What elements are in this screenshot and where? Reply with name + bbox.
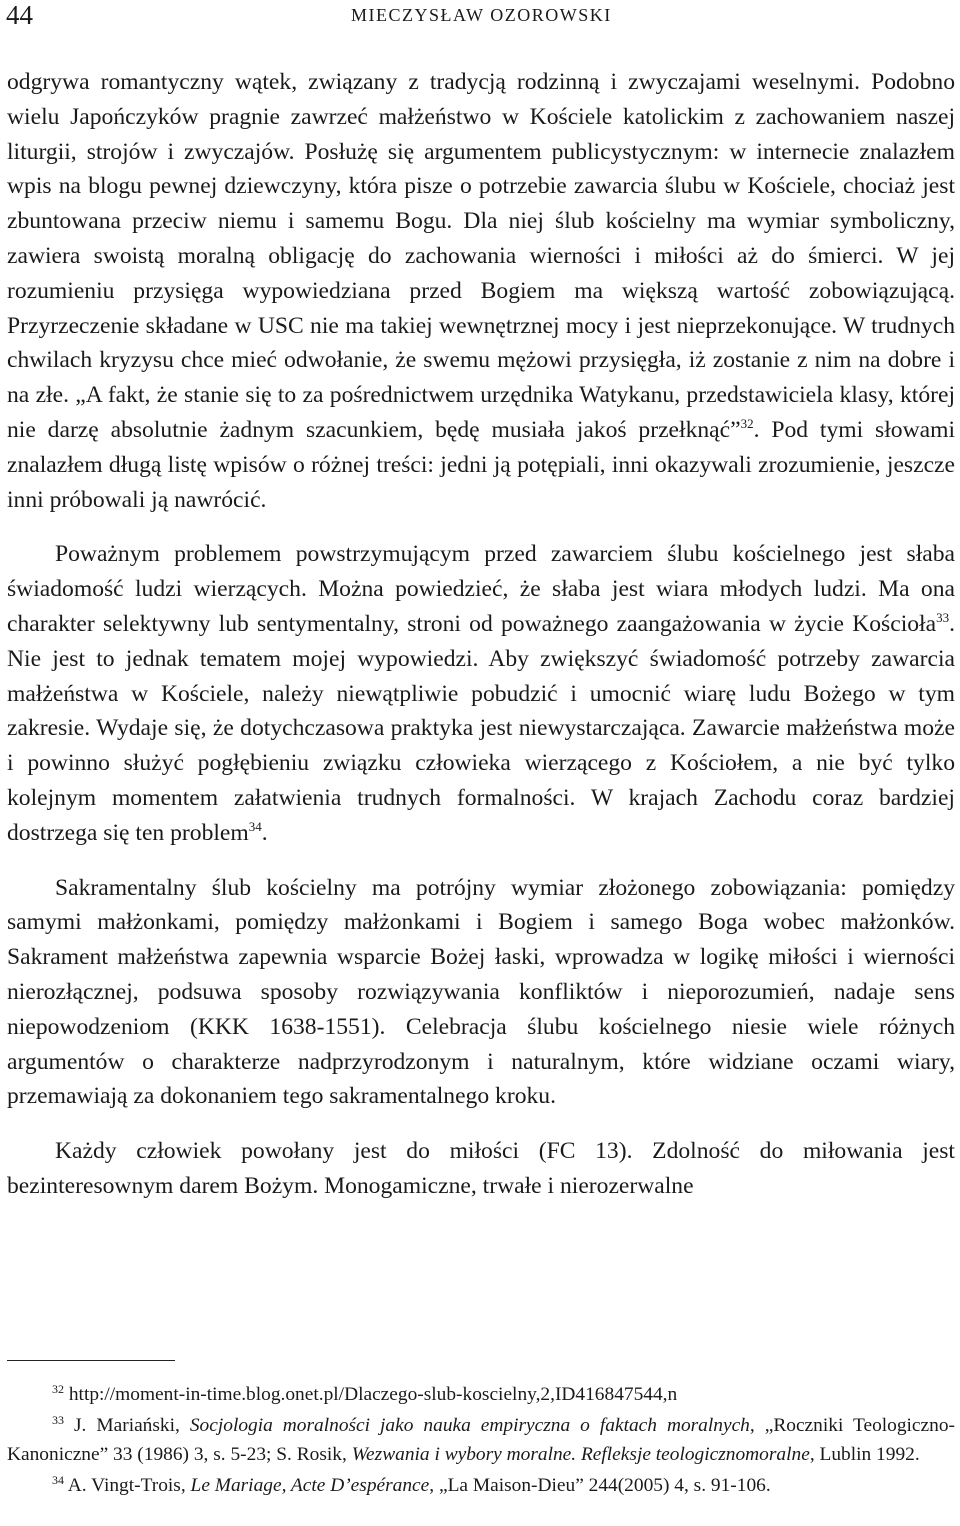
text-segment: Każdy człowiek powołany jest do miłości (FC 13). Zdolność do miłowania jest bezinteresownym darem Bożym. Monogamiczne, trwałe i nierozerwalne [7,1138,955,1199]
footnote-text: , Lublin 1992. [809,1444,920,1465]
footnote-ref: 33 [936,609,950,625]
footnote-title: Socjologia moralności jako nauka empiryczna o faktach moralnych [189,1415,750,1436]
footnote-number: 34 [52,1473,64,1487]
footnote-number: 32 [52,1382,64,1396]
footnote-text: , „La Maison-Dieu” 244(2005) 4, s. 91-106. [429,1475,771,1496]
running-head: MIECZYSŁAW OZOROWSKI [351,5,612,25]
footnote-number: 33 [52,1413,64,1427]
body-text [7,65,955,1224]
footnote [7,1411,955,1469]
text-segment: . [261,819,268,846]
text-segment: odgrywa romantyczny wątek, związany z tradycją rodzinną i zwyczajami weselnymi. Podobno wielu Japończyków pragnie zawrzeć małżeństwo w Kościele katolickim z zachowaniem naszej liturgii, strojów i zwyczajów. Posłużę się argumentem publicystycznym: w internecie znalazłem wpis na blogu pewnej dziewczyny, która pisze o potrzebie zawarcia ślubu w Kościele, chociaż jest zbuntowana przeciw niemu i samemu Bogu. Dla niej ślub kościelny ma wymiar symboliczny, zawiera swoistą moralną obligację do zachowania wierności i miłości aż do śmierci. W jej rozumieniu przysięga wypowiedziana przed Bogiem ma większą wartość zobowiązującą. Przyrzeczenie składane w USC nie ma takiej wewnętrznej mocy i jest nieprzekonujące. W trudnych chwilach kryzysu chce mieć odwołanie, że swemu mężowi przysięgła, iż zostanie z nim na dobre i na złe. „A fakt, że stanie się to za pośrednictwem urzędnika Watykanu, przedstawiciela klasy, której nie darzę absolutnie żadnym szacunkiem, będę musiała jakoś przełknąć” [7,69,955,443]
text-segment: . Nie jest to jednak tematem mojej wypowiedzi. Aby zwiększyć świadomość potrzeby zawarcia małżeństwa w Kościele, należy niewątpliwie pobudzić i umocnić wiarę ludu Bożego w tym zakresie. Wydaje się, że dotychczasowa praktyka jest niewystarczająca. Zawarcie małżeństwa może i powinno służyć pogłębieniu związku człowieka wierzącego z Kościołem, a nie być tylko kolejnym momentem załatwienia trudnych formalności. W krajach Zachodu coraz bardziej dostrzega się ten problem [7,610,955,846]
paragraph [7,1134,955,1204]
footnote-ref: 32 [740,415,754,431]
text-segment: Sakramentalny ślub kościelny ma potrójny wymiar złożonego zobowiązania: pomiędzy samymi małżonkami, pomiędzy małżonkami i Bogiem i samego Boga wobec małżonków. Sakrament małżeństwa zapewnia wsparcie Bożej łaski, wprowadza w logikę miłości i wierności nierozłącznej, podsuwa sposoby rozwiązywania konfliktów i nieporozumień, nadaje sens niepowodzeniom (KKK 1638-1551). Celebracja ślubu kościelnego niesie wiele różnych argumentów o charakterze nadprzyrodzonym i naturalnym, które widziane oczami wiary, przemawiają za dokonaniem tego sakramentalnego kroku. [7,874,955,1110]
text-segment: . Pod tymi słowami znalazłem długą listę wpisów o różnej treści: jedni ją potępiali, inni okazywali zrozumienie, jeszcze inni próbowali ją nawrócić. [7,416,955,513]
footnote-separator [7,1360,175,1361]
footnotes [7,1380,955,1502]
text-segment: Poważnym problemem powstrzymującym przed zawarciem ślubu kościelnego jest słaba świadomość ludzi wierzących. Można powiedzieć, że słaba jest wiara młodych ludzi. Ma ona charakter selektywny lub sentymentalny, stroni od poważnego zaangażowania w życie Kościoła [7,541,955,637]
footnote-title: Le Mariage, Acte D’espérance [190,1475,430,1496]
page-number: 44 [6,0,33,30]
paragraph [7,537,955,850]
footnote [7,1380,955,1409]
footnote [7,1471,955,1500]
footnote-text: , „Roczniki Teologiczno-Kanoniczne” 33 (1986) 3, s. 5-23; S. Rosik, [7,1415,955,1465]
footnote-link-text: http://moment-in-time.blog.onet.pl/Dlaczego-slub-koscielny,2,ID416847544,n [68,1384,678,1405]
footnote-ref: 34 [248,818,262,834]
footnote-text: A. Vingt-Trois, [67,1475,191,1496]
page-header [6,0,954,32]
paragraph [7,871,955,1115]
footnote-text: J. Mariański, [74,1415,190,1436]
paragraph [7,65,955,517]
footnote-title: Wezwania i wybory moralne. Refleksje teologicznomoralne [351,1444,810,1465]
